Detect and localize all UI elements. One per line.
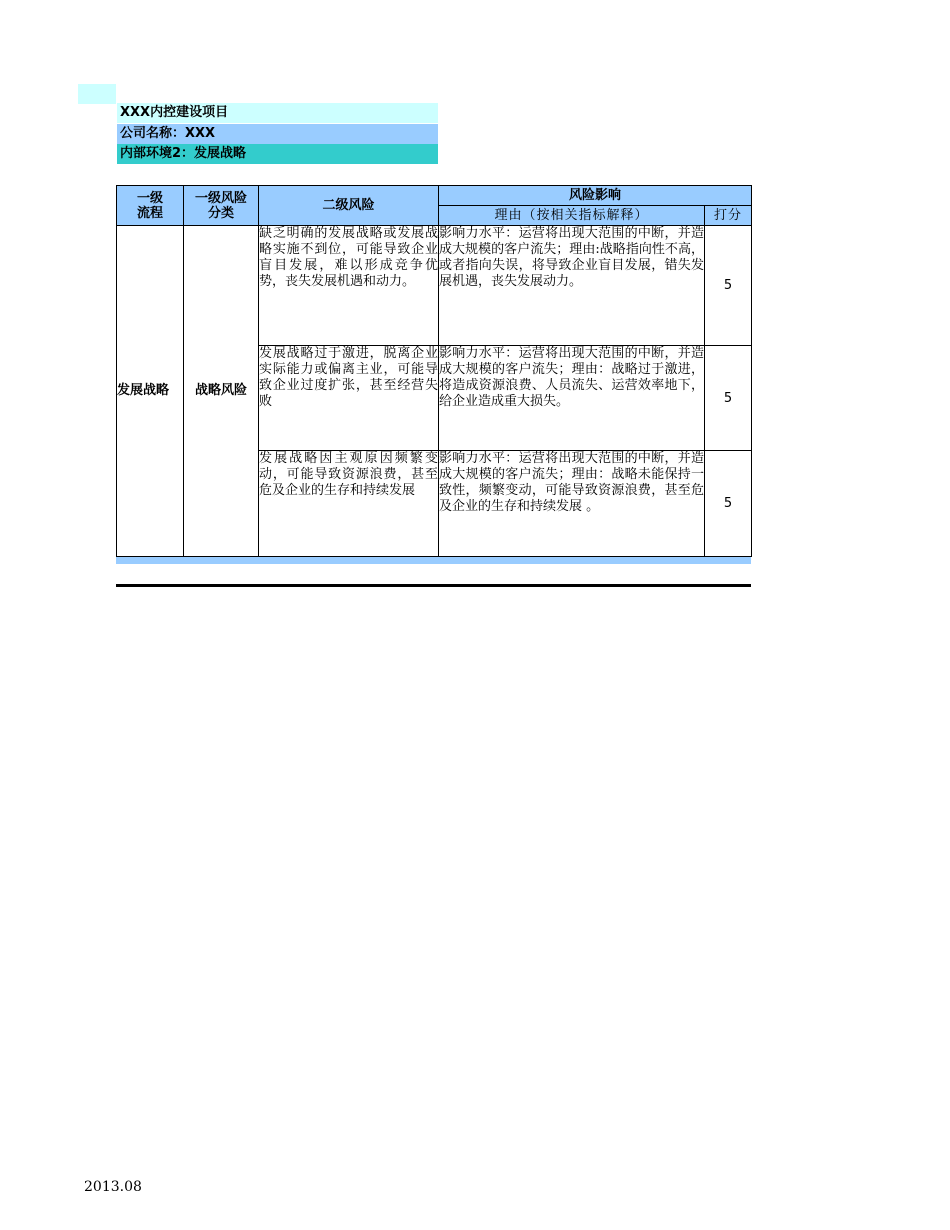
col-level2-risk: 二级风险	[259, 186, 439, 226]
reason-cell: 影响力水平：运营将出现大范围的中断，并造成大规模的客户流失；理由:战略指向性不高，或者指向失误，将导致企业盲目发展，错失发展机遇，丧失发展动力。	[439, 226, 705, 346]
col-score: 打分	[705, 206, 752, 226]
risk-cell: 发展战略因主观原因频繁变动，可能导致资源浪费，甚至危及企业的生存和持续发展	[259, 451, 439, 557]
reason-cell: 影响力水平：运营将出现大范围的中断，并造成大规模的客户流失；理由：战略过于激进，将造成资源浪费、人员流失、运营效率地下，给企业造成重大损失。	[439, 346, 705, 451]
col-risk-impact: 风险影响	[439, 186, 752, 206]
environment-title: 内部环境2：发展战略	[117, 144, 438, 164]
project-title: XXX内控建设项目	[117, 103, 438, 123]
corner-cell	[78, 84, 116, 104]
col-level1-risk-category: 一级风险分类	[184, 186, 259, 226]
footer-date: 2013.08	[84, 1179, 142, 1195]
col-reason: 理由（按相关指标解释）	[439, 206, 705, 226]
risk-cell: 发展战略过于激进，脱离企业实际能力或偏离主业，可能导致企业过度扩张，甚至经营失败	[259, 346, 439, 451]
score-cell: 5	[705, 346, 752, 451]
table-row	[117, 226, 752, 346]
col-level1-process: 一级流程	[117, 186, 184, 226]
category-cell: 战略风险	[184, 226, 259, 557]
process-cell: 发展战略	[117, 226, 184, 557]
score-cell: 5	[705, 451, 752, 557]
divider	[116, 584, 751, 587]
reason-cell: 影响力水平：运营将出现大范围的中断，并造成大规模的客户流失；理由：战略未能保持一致性，频繁变动，可能导致资源浪费，甚至危及企业的生存和持续发展 。	[439, 451, 705, 557]
table-footer-strip	[116, 557, 751, 564]
risk-cell: 缺乏明确的发展战略或发展战略实施不到位，可能导致企业盲目发展，难以形成竞争优势，丧失发展机遇和动力。	[259, 226, 439, 346]
company-name: 公司名称：XXX	[117, 124, 438, 144]
score-cell: 5	[705, 226, 752, 346]
risk-table	[116, 185, 752, 557]
